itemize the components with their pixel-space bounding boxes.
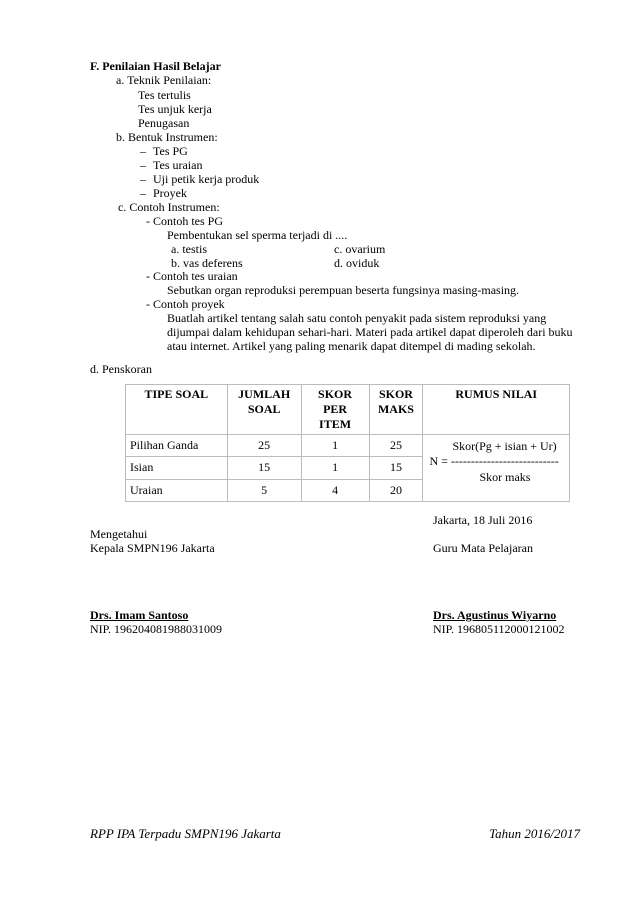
cell-skor: 4: [301, 479, 369, 501]
bentuk-bullet: –: [140, 144, 146, 158]
teknik-item: Tes unjuk kerja: [138, 102, 212, 116]
header-cell: SKOR MAKS: [369, 385, 423, 435]
cell-jumlah: 15: [227, 457, 301, 479]
table-row: [126, 435, 570, 457]
formula: [423, 435, 569, 501]
pg-label: - Contoh tes PG: [146, 214, 224, 228]
header-cell: TIPE SOAL: [126, 385, 228, 435]
pg-option: a. testis: [171, 242, 207, 256]
uraian-question: Sebutkan organ reproduksi perempuan beserta fungsinya masing-masing.: [167, 283, 520, 297]
cell-jumlah: 5: [227, 479, 301, 501]
left-signatory-name: Drs. Imam Santoso: [90, 608, 189, 622]
footer-left: RPP IPA Terpadu SMPN196 Jakarta: [90, 826, 281, 841]
contoh-label: c. Contoh Instrumen:: [118, 200, 220, 214]
cell-skor: 1: [301, 457, 369, 479]
bentuk-item: Tes uraian: [153, 158, 203, 172]
cell-jumlah: 25: [227, 435, 301, 457]
cell-maks: 15: [369, 457, 423, 479]
left-nip: NIP. 196204081988031009: [90, 622, 223, 636]
penskoran-label: d. Penskoran: [90, 362, 152, 376]
left-role: Kepala SMPN196 Jakarta: [90, 541, 215, 555]
place-date: Jakarta, 18 Juli 2016: [433, 513, 533, 527]
teknik-label: a. Teknik Penilaian:: [116, 73, 212, 87]
score-table: [125, 384, 570, 502]
formula-cell: [423, 435, 570, 502]
left-heading: Mengetahui: [90, 527, 148, 541]
pg-question: Pembentukan sel sperma terjadi di ....: [167, 228, 348, 242]
uraian-label: - Contoh tes uraian: [146, 269, 238, 283]
footer-right: Tahun 2016/2017: [489, 826, 580, 841]
bentuk-item: Uji petik kerja produk: [153, 172, 260, 186]
bentuk-bullet: –: [140, 158, 146, 172]
cell-tipe: Uraian: [126, 479, 228, 501]
right-role: Guru Mata Pelajaran: [433, 541, 533, 555]
right-signatory-name: Drs. Agustinus Wiyarno: [433, 608, 557, 622]
cell-tipe: Pilihan Ganda: [126, 435, 228, 457]
pg-option: c. ovarium: [334, 242, 386, 256]
formula-denominator: Skor maks: [479, 470, 531, 484]
right-nip: NIP. 196805112000121002: [433, 622, 565, 636]
cell-tipe: Isian: [126, 457, 228, 479]
header-cell: JUMLAH SOAL: [227, 385, 301, 435]
section-title: F. Penilaian Hasil Belajar: [90, 59, 221, 73]
bentuk-item: Proyek: [153, 186, 187, 200]
header-cell: RUMUS NILAI: [423, 385, 570, 435]
pg-option: b. vas deferens: [171, 256, 243, 270]
bentuk-item: Tes PG: [153, 144, 188, 158]
proyek-label: - Contoh proyek: [146, 297, 225, 311]
formula-numerator: Skor(Pg + isian + Ur): [452, 439, 557, 453]
header-cell: SKOR PER ITEM: [301, 385, 369, 435]
proyek-line: Buatlah artikel tentang salah satu contoh penyakit pada sistem reproduksi yang: [167, 311, 547, 325]
teknik-item: Penugasan: [138, 116, 190, 130]
teknik-item: Tes tertulis: [138, 88, 191, 102]
proyek-line: dijumpai dalam kehidupan sehari-hari. Materi pada artikel dapat diperoleh dari buku: [167, 325, 573, 339]
pg-option: d. oviduk: [334, 256, 380, 270]
cell-maks: 20: [369, 479, 423, 501]
bentuk-bullet: –: [140, 186, 146, 200]
formula-prefix: N = ---------------------------: [429, 454, 559, 468]
proyek-line: atau internet. Artikel yang paling menarik dapat ditempel di mading sekolah.: [167, 339, 536, 353]
bentuk-label: b. Bentuk Instrumen:: [116, 130, 218, 144]
table-header-row: [126, 385, 570, 435]
bentuk-bullet: –: [140, 172, 146, 186]
cell-skor: 1: [301, 435, 369, 457]
cell-maks: 25: [369, 435, 423, 457]
